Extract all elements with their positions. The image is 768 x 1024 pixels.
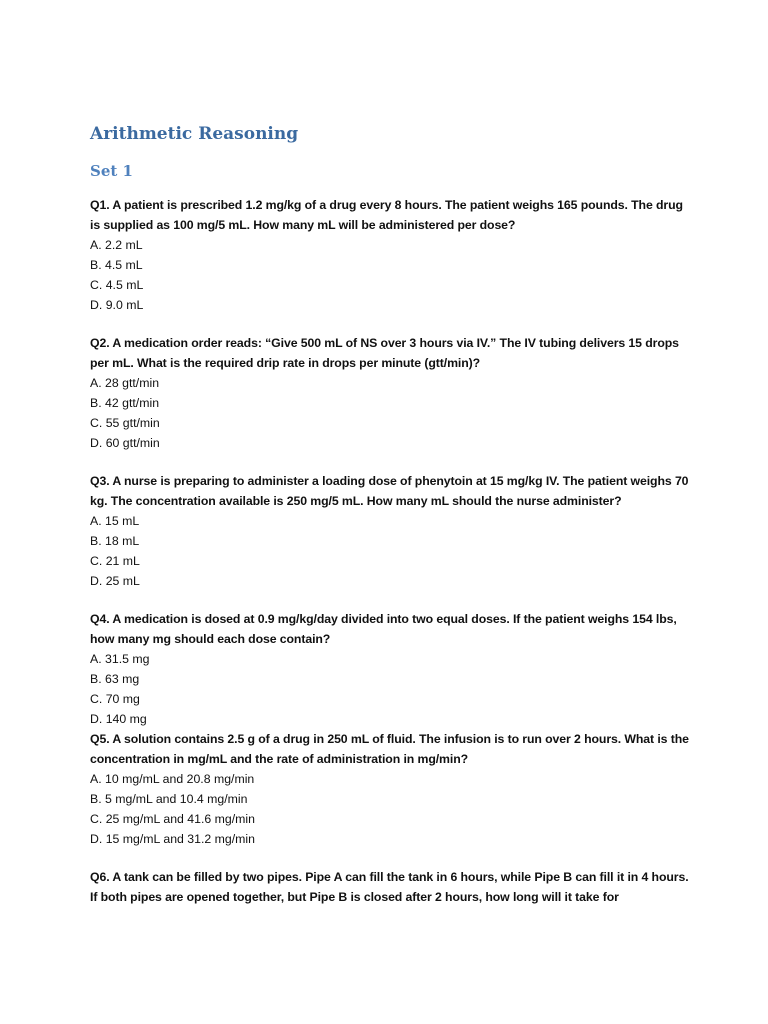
option-b: B. 5 mg/mL and 10.4 mg/min [90,792,248,806]
question-1 [90,195,690,315]
option-b: B. 42 gtt/min [90,396,160,410]
option-list [90,649,690,729]
option-a: A. 2.2 mL [90,238,143,252]
set-title: Set 1 [90,162,133,180]
question-text: Q2. A medication order reads: “Give 500 mL of NS over 3 hours via IV.” The IV tubing delivers 15 drops per mL. What is the required drip rate in drops per minute (gtt/min)? [90,336,679,370]
option-d: D. 9.0 mL [90,298,144,312]
option-b: B. 18 mL [90,534,140,548]
document-content [90,122,690,907]
question-text: Q3. A nurse is preparing to administer a loading dose of phenytoin at 15 mg/kg IV. The patient weighs 70 kg. The concentration available is 250 mg/5 mL. How many mL should the nurse administer? [90,474,689,508]
option-c: C. 55 gtt/min [90,416,160,430]
option-d: D. 15 mg/mL and 31.2 mg/min [90,832,255,846]
question-text: Q1. A patient is prescribed 1.2 mg/kg of a drug every 8 hours. The patient weighs 165 pounds. The drug is supplied as 100 mg/5 mL. How many mL will be administered per dose? [90,198,683,232]
option-c: C. 21 mL [90,554,140,568]
option-d: D. 60 gtt/min [90,436,160,450]
question-text: Q6. A tank can be filled by two pipes. Pipe A can fill the tank in 6 hours, while Pipe B can fill it in 4 hours. If both pipes are opened together, but Pipe B is closed after 2 hours, how long will it take for [90,870,689,904]
question-2 [90,333,690,453]
option-list [90,511,690,591]
option-list [90,769,690,849]
option-a: A. 15 mL [90,514,140,528]
question-3 [90,471,690,591]
question-text: Q5. A solution contains 2.5 g of a drug in 250 mL of fluid. The infusion is to run over 2 hours. What is the concentration in mg/mL and the rate of administration in mg/min? [90,732,689,766]
question-5 [90,729,690,849]
option-b: B. 4.5 mL [90,258,143,272]
option-c: C. 4.5 mL [90,278,144,292]
document-title: Arithmetic Reasoning [90,124,299,144]
option-list [90,235,690,315]
option-a: A. 28 gtt/min [90,376,160,390]
question-text: Q4. A medication is dosed at 0.9 mg/kg/day divided into two equal doses. If the patient weighs 154 lbs, how many mg should each dose contain? [90,612,677,646]
option-b: B. 63 mg [90,672,140,686]
option-d: D. 140 mg [90,712,147,726]
question-4 [90,609,690,729]
option-c: C. 25 mg/mL and 41.6 mg/min [90,812,255,826]
option-d: D. 25 mL [90,574,140,588]
option-a: A. 10 mg/mL and 20.8 mg/min [90,772,255,786]
option-a: A. 31.5 mg [90,652,150,666]
option-c: C. 70 mg [90,692,140,706]
option-list [90,373,690,453]
question-6 [90,867,690,907]
